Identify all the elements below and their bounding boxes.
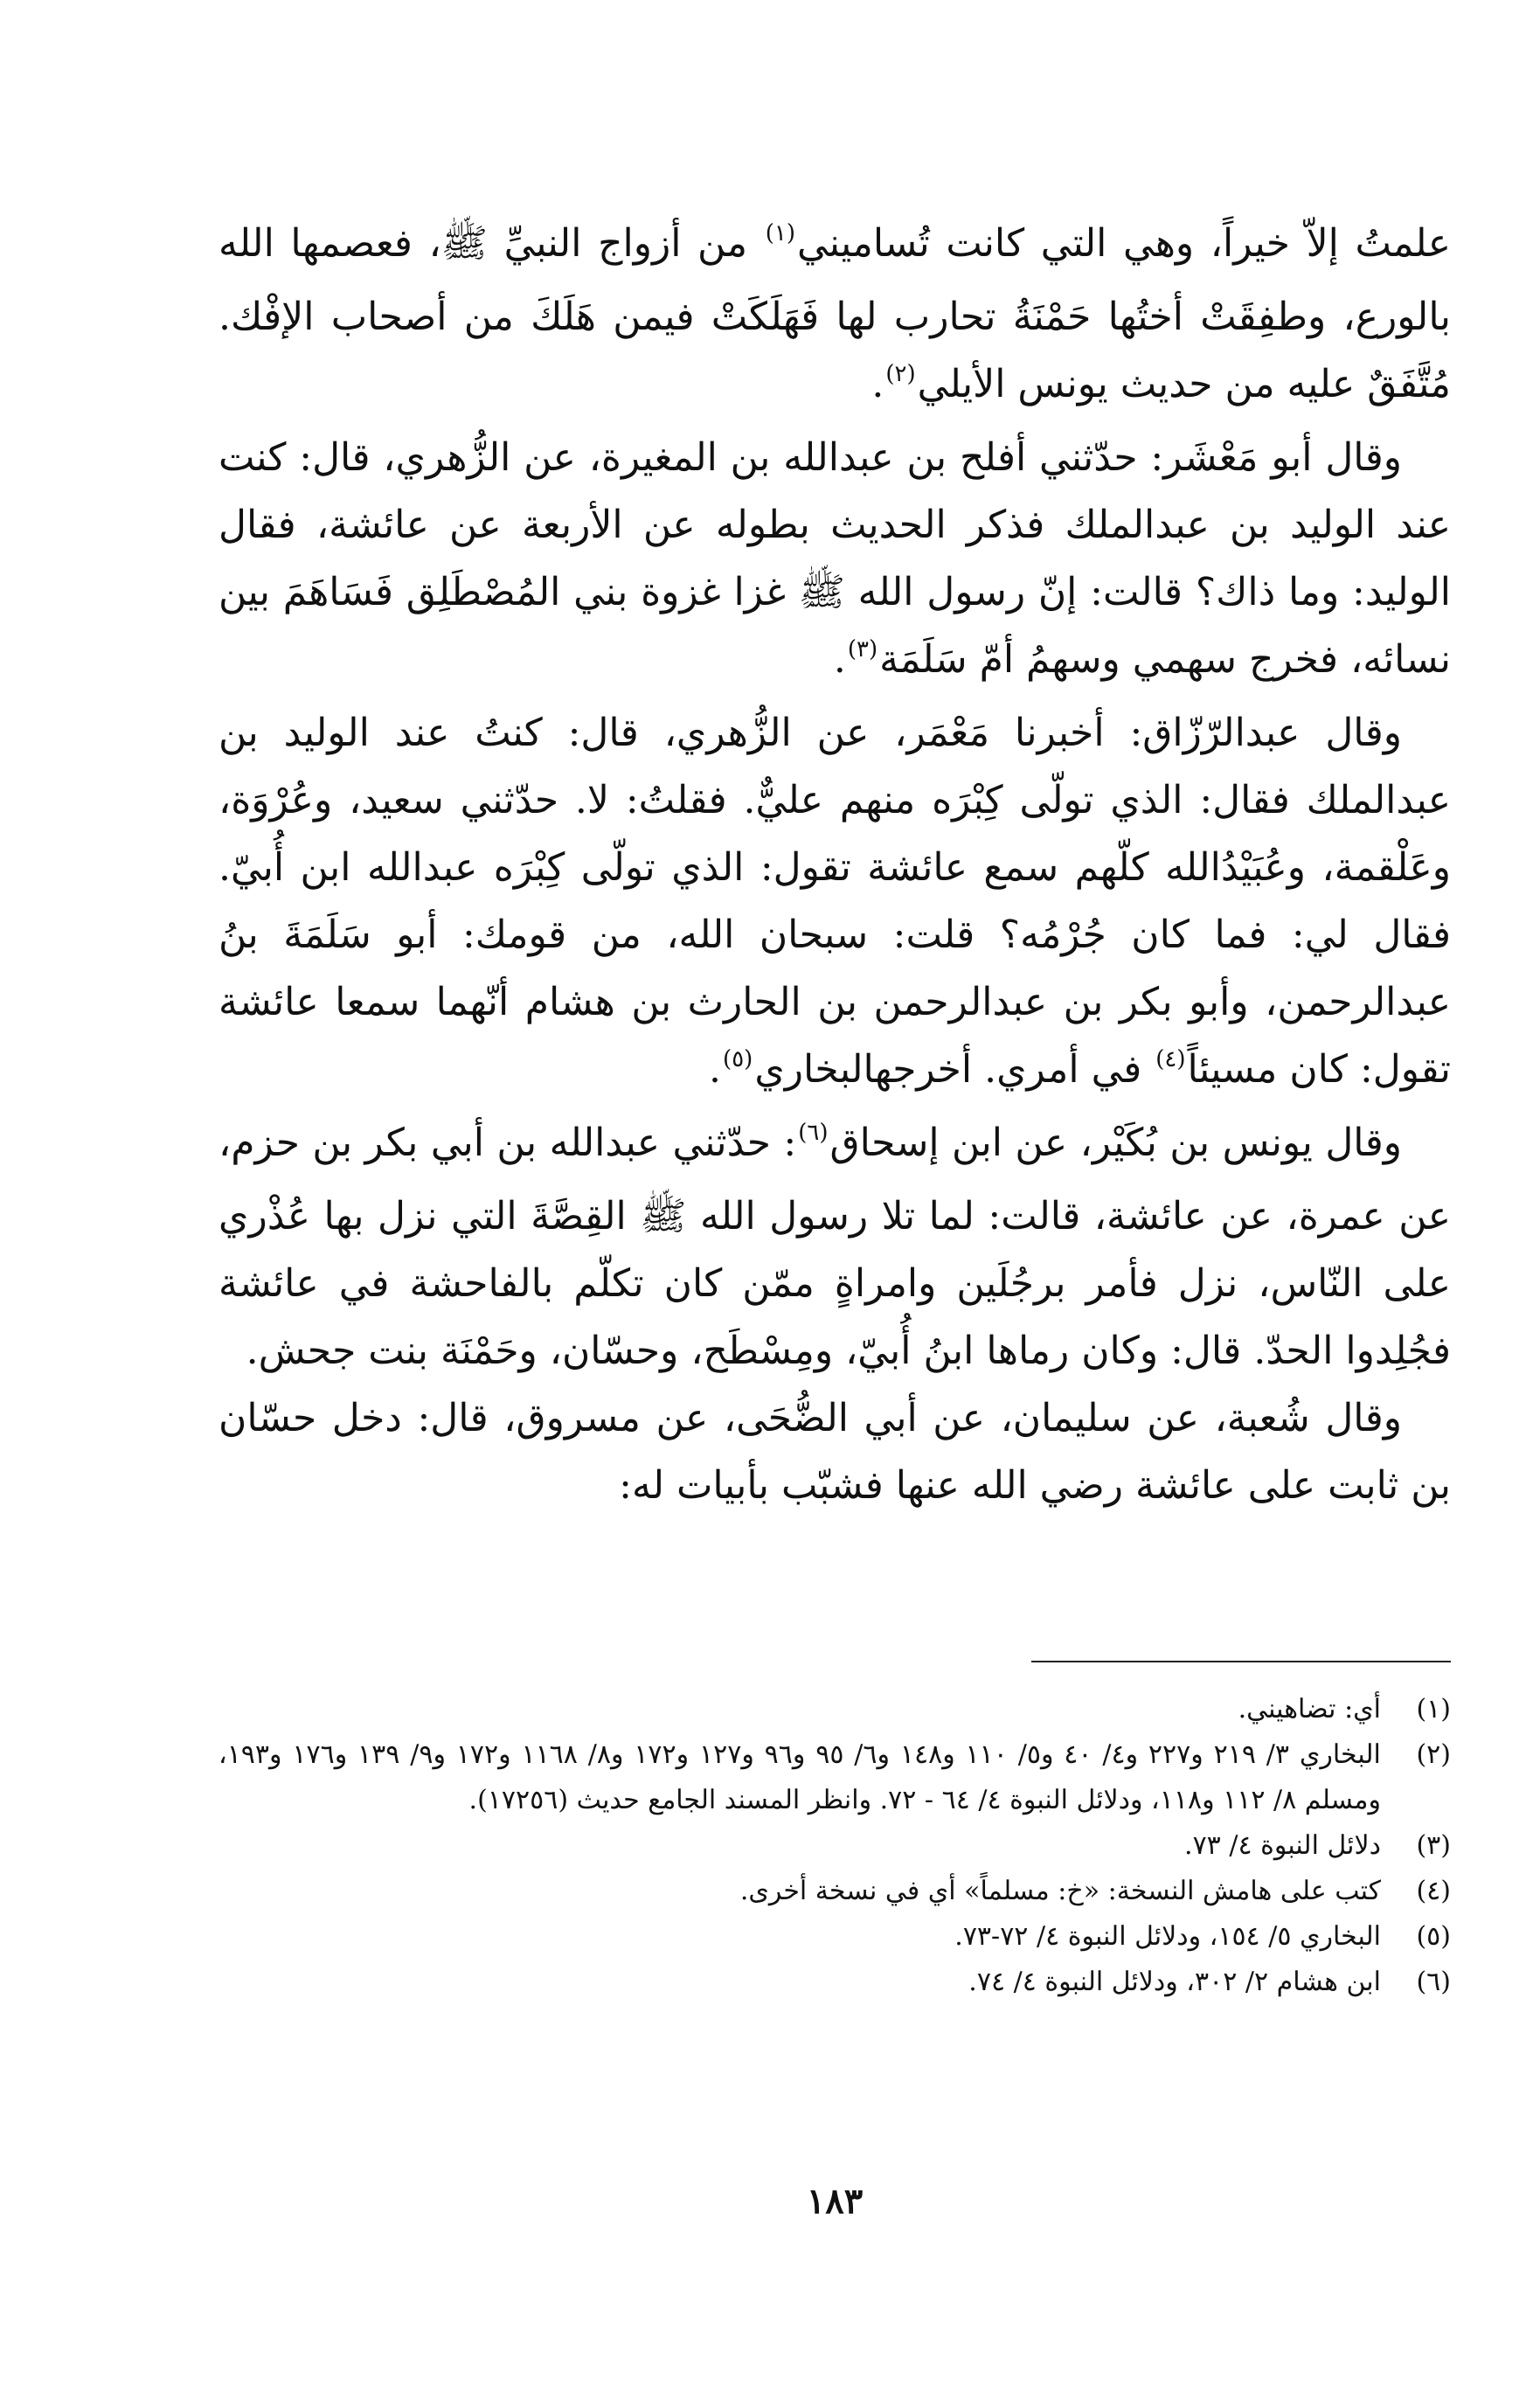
footnote-ref: (٢) [885,361,916,387]
footnote-ref: (٥) [723,1046,753,1072]
footnote-number: (١) [1416,1694,1451,1724]
paragraph [218,1384,1451,1519]
footnote [218,1960,1451,2005]
footnote-ref: (١) [765,220,796,246]
text-segment: في أمري. أخرجهالبخاري [754,1047,1155,1092]
paragraph [218,424,1451,699]
footnote-divider [1031,1661,1451,1662]
footnote [218,1869,1451,1914]
footnote-ref: (٣) [847,636,878,663]
footnote-text: ابن هشام ٢/ ٣٠٢، ودلائل النبوة ٤/ ٧٤. [968,1967,1381,1997]
footnote-ref: (٤) [1155,1046,1186,1072]
text-segment: وقال يونس بن بُكَيْر، عن ابن إسحاق [829,1121,1402,1165]
footnote-text: البخاري ٥/ ١٥٤، ودلائل النبوة ٤/ ٧٢-٧٣. [954,1921,1381,1952]
book-page [218,210,1451,2307]
footnote-number: (٢) [1416,1739,1451,1770]
text-segment: وقال أبو مَعْشَر: حدّثني أفلح بن عبدالله بن المغيرة، عن الزُّهري، قال: كنت عند الوليد بن عبدالملك فذكر الحديث بطوله عن الأربعة عن عائشة، فقال الوليد: وما ذاك؟ قالت: إنّ رسول الله ﷺ غزا غزوة بني المُصْطَلِق فَسَاهَمَ بين نسائه، فخرج سهمي وسهمُ أمّ سَلَمَة [218,435,1451,682]
page-number: ١٨٣ [806,2181,864,2222]
footnote [218,1914,1451,1960]
paragraph [218,1109,1451,1384]
paragraph [218,210,1451,424]
text-segment: علمتُ إلاّ خيراً، وهي التي كانت تُساميني [797,221,1451,266]
footnote-text: دلائل النبوة ٤/ ٧٣. [1184,1830,1381,1861]
text-segment: . [871,362,884,406]
text-segment: وقال شُعبة، عن سليمان، عن أبي الضُّحَى، عن مسروق، قال: دخل حسّان بن ثابت على عائشة رضي الله عنها فشبّب بأبيات له: [218,1396,1451,1508]
footnote [218,1687,1451,1732]
main-text [218,210,1451,1519]
footnote-ref: (٦) [798,1120,829,1146]
footnote-text: البخاري ٣/ ٢١٩ و٢٢٧ و٤/ ٤٠ و٥/ ١١٠ و١٤٨ و٦/ ٩٥ و٩٦ و١٢٧ و١٧٢ و٨/ ١١٦٨ و١٧٢ و٩/ ١٣٩ و١٧٦ و١٩٣، ومسلم ٨/ ١١٢ و١١٨، ودلائل النبوة ٤/ ٦٤ - ٧٢. وانظر المسند الجامع حديث (١٧٢٥٦). [218,1739,1381,1815]
footnotes [218,1687,1451,2005]
text-segment: . [709,1047,722,1092]
footnote-number: (٣) [1416,1830,1451,1861]
text-segment: من أزواج النبيِّ ﷺ، فعصمها الله بالورع، وطفِقَتْ أختُها حَمْنَةُ تحارب لها فَهَلَكَتْ فيمن هَلَكَ من أصحاب الإفْك. مُتَّفَقٌ عليه من حديث يونس الأيلي [218,221,1451,406]
paragraph [218,699,1451,1109]
footnote-number: (٤) [1416,1876,1451,1906]
text-segment: : حدّثني عبدالله بن أبي بكر بن حزم، عن عمرة، عن عائشة، قالت: لما تلا رسول الله ﷺ القِصَّةَ التي نزل بها عُذْري على النّاس، نزل فأمر برجُلَين وامراةٍ ممّن كان تكلّم بالفاحشة في عائشة فجُلِدوا الحدّ. قال: وكان رماها ابنُ أُبيّ، ومِسْطَح، وحسّان، وحَمْنَة بنت جحش. [218,1121,1451,1373]
footnote [218,1732,1451,1823]
footnote-number: (٥) [1416,1921,1451,1952]
footnote-text: أي: تضاهيني. [1238,1694,1381,1724]
text-segment: . [833,637,846,682]
footnote-text: كتب على هامش النسخة: «خ: مسلماً» أي في نسخة أخرى. [739,1876,1381,1906]
footnote-number: (٦) [1416,1967,1451,1997]
text-segment: وقال عبدالرّزّاق: أخبرنا مَعْمَر، عن الزُّهري، قال: كنتُ عند الوليد بن عبدالملك فقال: الذي تولّى كِبْرَه منهم عليٌّ. فقلتُ: لا. حدّثني سعيد، وعُرْوَة، وعَلْقمة، وعُبَيْدُالله كلّهم سمع عائشة تقول: الذي تولّى كِبْرَه عبدالله ابن أُبيّ. فقال لي: فما كان جُرْمُه؟ قلت: سبحان الله، من قومك: أبو سَلَمَةَ بنُ عبدالرحمن، وأبو بكر بن عبدالرحمن بن الحارث بن هشام أنّهما سمعا عائشة تقول: كان مسيئاً [218,711,1451,1092]
footnote [218,1823,1451,1869]
